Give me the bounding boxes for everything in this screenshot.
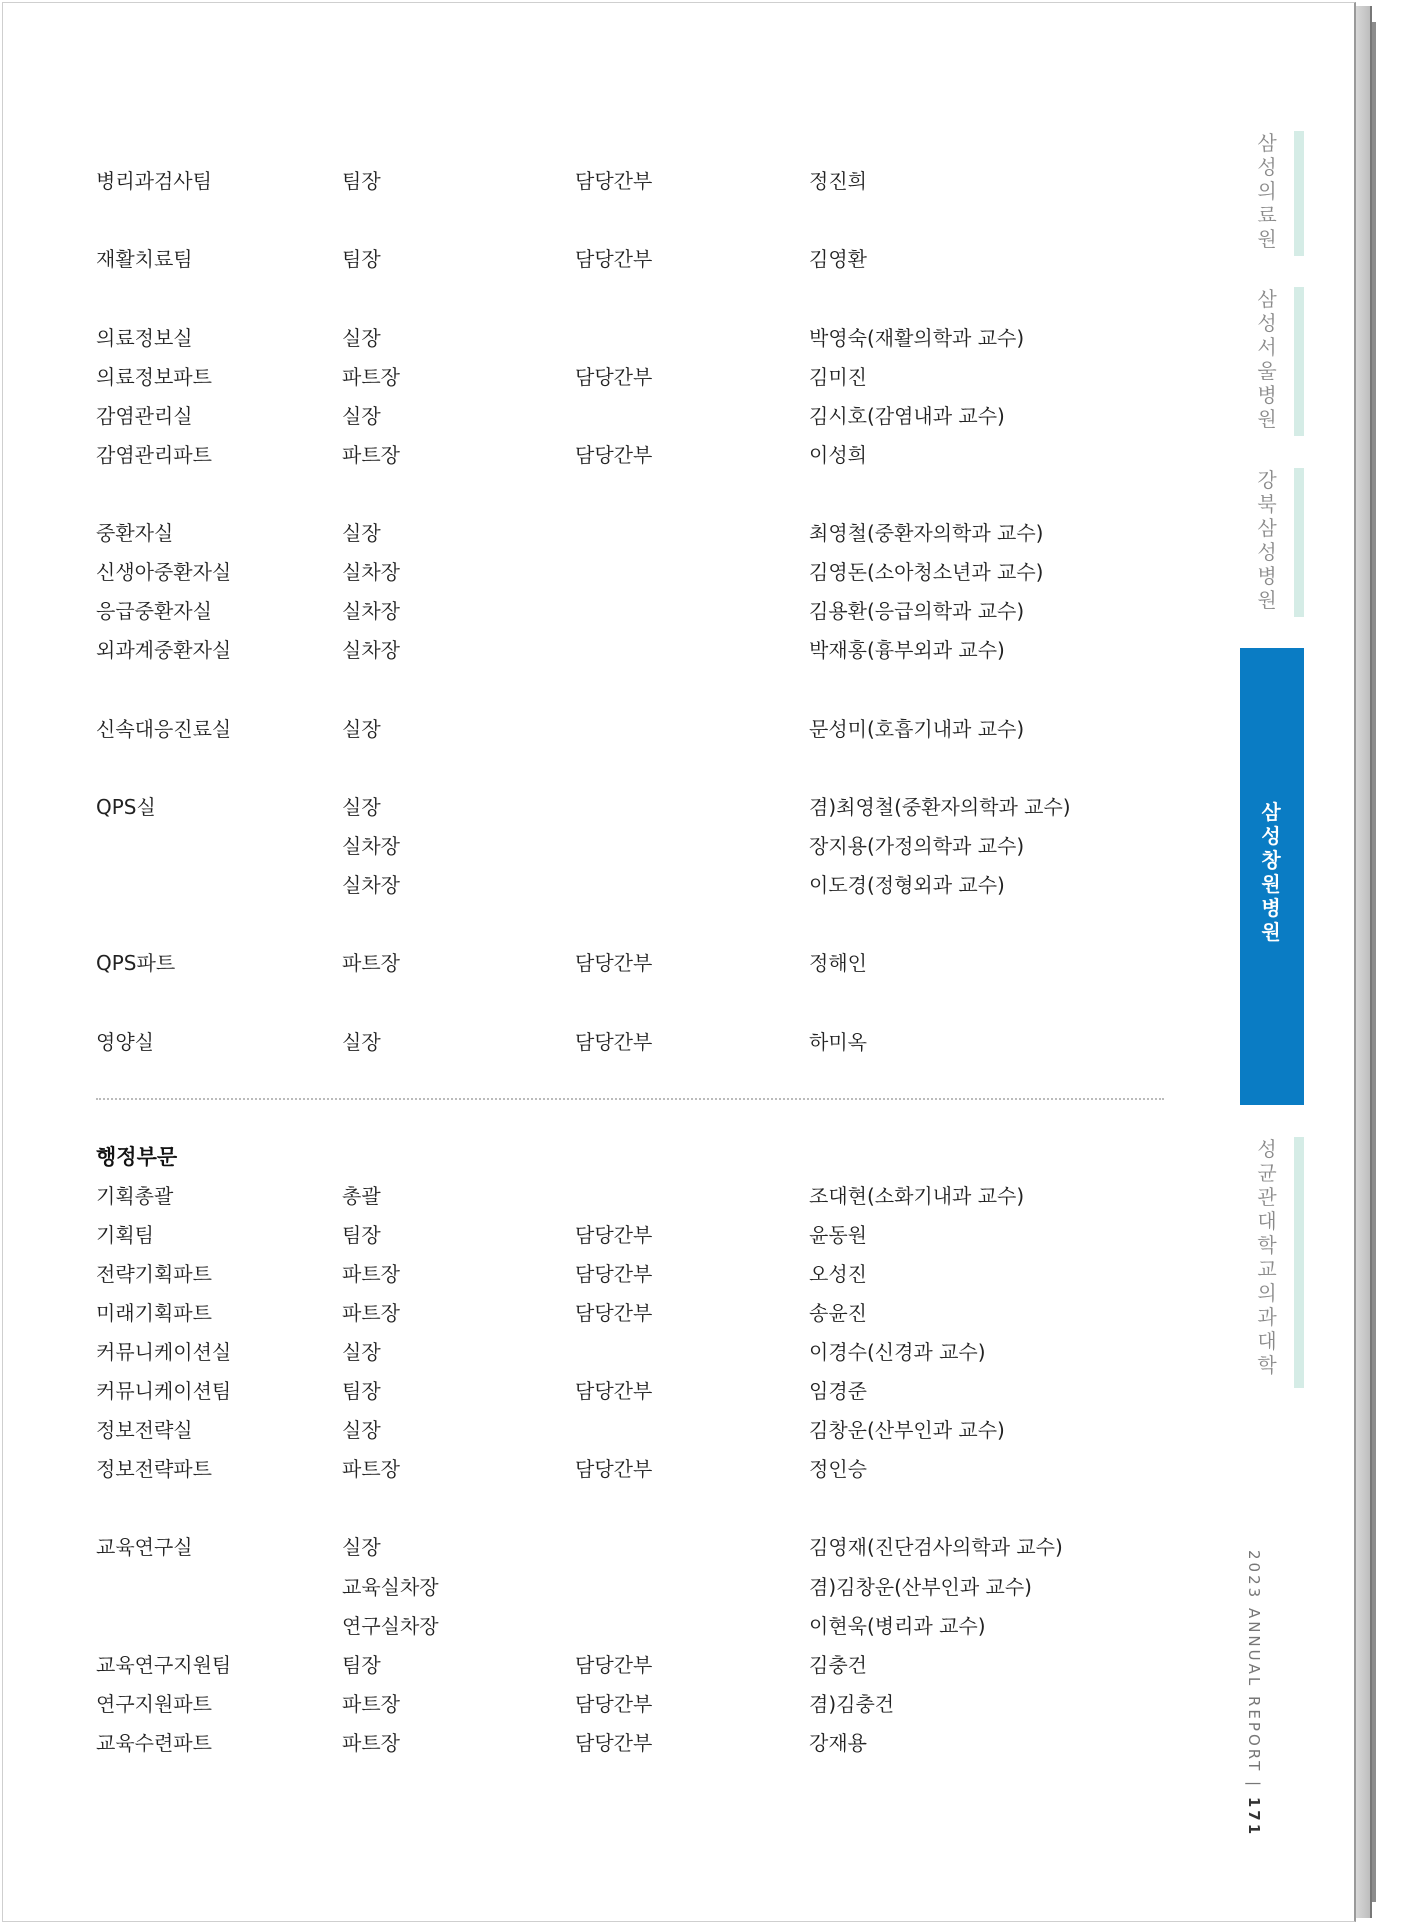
section-divider (96, 1098, 1164, 1100)
cell-department: 정보전략실 (96, 1418, 193, 1442)
tab-skku-school-of-medicine[interactable] (1238, 1137, 1324, 1388)
cell-position: 파트장 (342, 1692, 400, 1716)
cell-name: 임경준 (809, 1379, 867, 1403)
cell-department: 감염관리실 (96, 404, 193, 428)
cell-name: 김창운(산부인과 교수) (809, 1418, 1005, 1442)
cell-name: 오성진 (809, 1262, 867, 1286)
tab-label: 강북삼성병원 (1257, 468, 1277, 612)
cell-position: 실장 (342, 1030, 381, 1054)
cell-name: 정진희 (809, 169, 867, 193)
tab-label: 삼성서울병원 (1257, 287, 1277, 431)
cell-position: 실차장 (342, 873, 400, 897)
cell-position: 실장 (342, 326, 381, 350)
cell-position: 실장 (342, 717, 381, 741)
cell-name: 조대현(소화기내과 교수) (809, 1184, 1025, 1208)
cell-name: 이도경(정형외과 교수) (809, 873, 1005, 897)
cell-position: 파트장 (342, 1262, 400, 1286)
cell-role: 담당간부 (575, 443, 653, 467)
cell-name: 강재용 (809, 1731, 867, 1755)
cell-position: 팀장 (342, 1379, 381, 1403)
cell-department: 정보전략파트 (96, 1457, 212, 1481)
cell-position: 팀장 (342, 1223, 381, 1247)
cell-role: 담당간부 (575, 1457, 653, 1481)
cell-department: 기획총괄 (96, 1184, 174, 1208)
cell-name: 김미진 (809, 365, 867, 389)
cell-department: 교육연구실 (96, 1535, 193, 1559)
cell-name: 이현욱(병리과 교수) (809, 1614, 986, 1638)
cell-name: 김충건 (809, 1653, 867, 1677)
tab-label: 삼성의료원 (1257, 131, 1277, 251)
cell-position: 팀장 (342, 247, 381, 271)
cell-department: 의료정보파트 (96, 365, 212, 389)
cell-name: 최영철(중환자의학과 교수) (809, 521, 1044, 545)
tab-samsung-seoul-hospital[interactable] (1238, 287, 1324, 436)
cell-name: 김영재(진단검사의학과 교수) (809, 1535, 1063, 1559)
cell-role: 담당간부 (575, 1731, 653, 1755)
cell-role: 담당간부 (575, 1301, 653, 1325)
cell-position: 파트장 (342, 1731, 400, 1755)
cell-department: 중환자실 (96, 521, 174, 545)
cell-role: 담당간부 (575, 247, 653, 271)
cell-name: 김용환(응급의학과 교수) (809, 599, 1025, 623)
report-title: 2023 ANNUAL REPORT (1245, 1550, 1263, 1774)
page-edge (1356, 6, 1372, 1918)
cell-name: 박재홍(흉부외과 교수) (809, 638, 1005, 662)
tab-label: 삼성창원병원 (1261, 800, 1281, 944)
cell-department: 미래기획파트 (96, 1301, 212, 1325)
cell-name: 이성희 (809, 443, 867, 467)
cell-department: 외과계중환자실 (96, 638, 232, 662)
cell-department: 재활치료팀 (96, 247, 193, 271)
cell-role: 담당간부 (575, 1223, 653, 1247)
cell-name: 송윤진 (809, 1301, 867, 1325)
cell-name: 겸)김충건 (809, 1692, 895, 1716)
cell-name: 정해인 (809, 951, 867, 975)
cell-department: QPS파트 (96, 951, 176, 975)
cell-department: 기획팀 (96, 1223, 154, 1247)
cell-position: 실장 (342, 521, 381, 545)
cell-role: 담당간부 (575, 1653, 653, 1677)
cell-name: 김영돈(소아청소년과 교수) (809, 560, 1044, 584)
tab-samsung-changwon-hospital[interactable] (1240, 648, 1304, 1105)
cell-position: 팀장 (342, 169, 381, 193)
cell-position: 파트장 (342, 1301, 400, 1325)
cell-position: 실차장 (342, 599, 400, 623)
cell-department: 교육연구지원팀 (96, 1653, 232, 1677)
cell-position: 파트장 (342, 365, 400, 389)
cell-name: 장지용(가정의학과 교수) (809, 834, 1025, 858)
cell-department: 의료정보실 (96, 326, 193, 350)
cell-role: 담당간부 (575, 169, 653, 193)
cell-position: 실차장 (342, 638, 400, 662)
cell-department: 응급중환자실 (96, 599, 212, 623)
section-heading: 행정부문 (96, 1145, 178, 1169)
cell-position: 실차장 (342, 834, 400, 858)
page-number: 171 (1245, 1796, 1263, 1838)
cell-position: 총괄 (342, 1184, 381, 1208)
cell-name: 김시호(감염내과 교수) (809, 404, 1005, 428)
cell-name: 박영숙(재활의학과 교수) (809, 326, 1025, 350)
cell-name: 하미옥 (809, 1030, 867, 1054)
tab-kangbuk-samsung-hospital[interactable] (1238, 468, 1324, 617)
cell-position: 연구실차장 (342, 1614, 439, 1638)
cell-name: 문성미(호흡기내과 교수) (809, 717, 1025, 741)
cell-department: 신속대응진료실 (96, 717, 232, 741)
report-separator: | (1245, 1773, 1263, 1797)
cell-department: 병리과검사팀 (96, 169, 212, 193)
cell-position: 팀장 (342, 1653, 381, 1677)
cell-position: 파트장 (342, 951, 400, 975)
tab-bar (1294, 468, 1304, 617)
cell-department: 연구지원파트 (96, 1692, 212, 1716)
tab-bar (1294, 1137, 1304, 1388)
cell-department: 교육수련파트 (96, 1731, 212, 1755)
cell-position: 파트장 (342, 443, 400, 467)
cell-department: 커뮤니케이션실 (96, 1340, 232, 1364)
cell-role: 담당간부 (575, 1692, 653, 1716)
tab-bar (1294, 287, 1304, 436)
cell-position: 실장 (342, 1418, 381, 1442)
tab-samsung-medical-center[interactable] (1238, 131, 1324, 256)
cell-position: 실장 (342, 404, 381, 428)
cell-role: 담당간부 (575, 365, 653, 389)
cell-department: 감염관리파트 (96, 443, 212, 467)
cell-department: 신생아중환자실 (96, 560, 232, 584)
cell-department: 영양실 (96, 1030, 154, 1054)
cell-department: 커뮤니케이션팀 (96, 1379, 232, 1403)
cell-position: 실장 (342, 1535, 381, 1559)
annual-report-footer (1243, 1550, 1263, 1837)
cell-department: QPS실 (96, 795, 156, 819)
cell-department: 전략기획파트 (96, 1262, 212, 1286)
cell-name: 윤동원 (809, 1223, 867, 1247)
cell-position: 실장 (342, 795, 381, 819)
document-page (2, 2, 1356, 1922)
cell-position: 실차장 (342, 560, 400, 584)
page-edge-shadow (1372, 22, 1376, 1902)
cell-role: 담당간부 (575, 951, 653, 975)
cell-role: 담당간부 (575, 1030, 653, 1054)
cell-position: 실장 (342, 1340, 381, 1364)
cell-name: 김영환 (809, 247, 867, 271)
cell-position: 교육실차장 (342, 1575, 439, 1599)
cell-name: 겸)최영철(중환자의학과 교수) (809, 795, 1071, 819)
cell-name: 이경수(신경과 교수) (809, 1340, 986, 1364)
cell-name: 겸)김창운(산부인과 교수) (809, 1575, 1032, 1599)
tab-bar (1294, 131, 1304, 256)
cell-role: 담당간부 (575, 1379, 653, 1403)
cell-name: 정인승 (809, 1457, 867, 1481)
tab-label: 성균관대학교 의과대학 (1257, 1137, 1277, 1377)
cell-position: 파트장 (342, 1457, 400, 1481)
cell-role: 담당간부 (575, 1262, 653, 1286)
